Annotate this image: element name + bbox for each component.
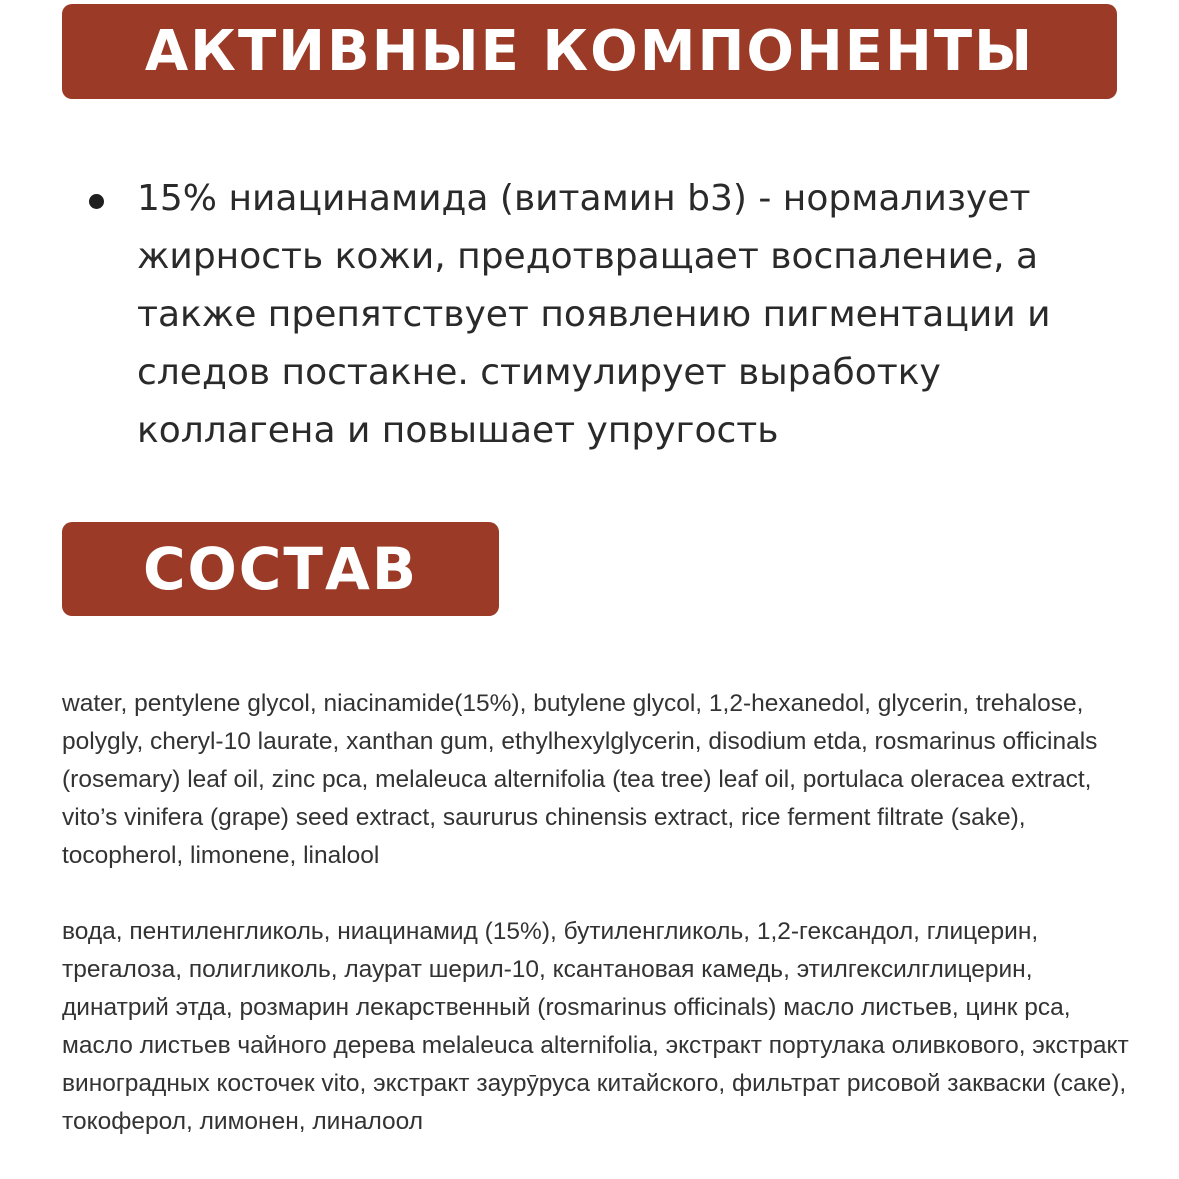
active-components-list — [85, 170, 1125, 460]
active-component-text: 15% ниацинамида (витамин b3) - нормализует жирность кожи, предотвращает воспаление, а также препятствует появлению пигментации и следов постакне. стимулирует выработку коллагена и повышает упругость — [137, 178, 1051, 451]
ingredients-english: water, pentylene glycol, niacinamide(15%), butylene glycol, 1,2-hexanedol, glycerin, trehalose, polygly, cheryl-10 laurate, xanthan gum, ethylhexylglycerin, disodium etda, rosmarinus officinals (rosemary) leaf oil, zinc pca, melaleuca alternifolia (tea tree) leaf oil, portulaca oleracea extract, vito’s vinifera (grape) seed extract, saururus chinensis extract, rice ferment filtrate (sake), tocopherol, limonene, linalool — [62, 690, 1098, 869]
bullet-icon — [89, 194, 104, 209]
ingredients-russian: вода, пентиленгликоль, ниацинамид (15%), бутиленгликоль, 1,2-гександол, глицерин, трегалоза, полигликоль, лаурат шерил-10, ксантановая камедь, этилгексилглицерин, динатрий этда, розмарин лекарственный (rosmarinus officinals) масло листьев, цинк pca, масло листьев чайного дерева melaleuca alternifolia, экстракт портулака оливкового, экстракт виноградных косточек vito, экстракт заурӯруса китайского, фильтрат рисовой закваски (саке), токоферол, лимонен, линалоол — [62, 918, 1129, 1135]
composition-heading: СОСТАВ — [62, 522, 499, 616]
active-components-heading: АКТИВНЫЕ КОМПОНЕНТЫ — [62, 4, 1117, 99]
list-item — [85, 170, 1125, 460]
